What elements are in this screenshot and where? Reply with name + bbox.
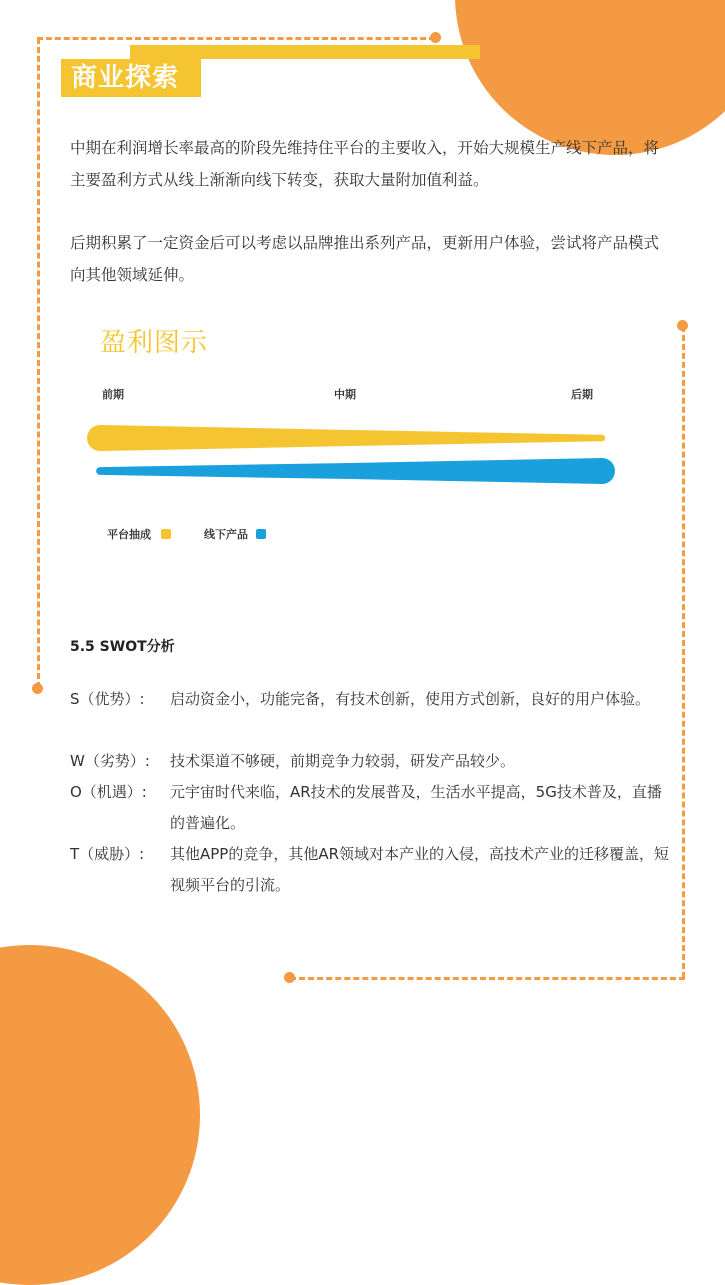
chart-tick-label: 前期 — [102, 388, 124, 401]
chart-tick-label: 后期 — [571, 388, 593, 401]
swot-label: O（机遇）: — [70, 783, 147, 801]
paragraph-middle-stage: 中期在利润增长率最高的阶段先维持住平台的主要收入，开始大规模生产线下产品，将主要盈利方式从线上渐渐向线下转变，获取大量附加值利益。 — [70, 139, 660, 189]
legend-label-offline: 线下产品 — [204, 528, 248, 541]
legend-label-platform: 平台抽成 — [107, 528, 151, 541]
swot-text: 其他APP的竞争，其他AR领域对本产业的入侵，高技术产业的迁移覆盖，短视频平台的引流。 — [170, 845, 670, 894]
chart-tick-label: 中期 — [334, 388, 356, 401]
swot-text: 技术渠道不够硬，前期竞争力较弱，研发产品较少。 — [170, 752, 516, 770]
chart-band-offline — [96, 458, 615, 484]
section-heading-swot: 5.5 SWOT分析 — [70, 639, 175, 655]
swot-label: W（劣势）: — [70, 752, 150, 770]
page-title: 商业探索 — [61, 59, 201, 97]
swot-label: T（威胁）: — [70, 845, 145, 863]
swot-text: 启动资金小，功能完备，有技术创新，使用方式创新，良好的用户体验。 — [170, 690, 651, 708]
swot-text: 元宇宙时代来临，AR技术的发展普及，生活水平提高，5G技术普及，直播的普遍化。 — [170, 783, 662, 832]
chart-band-platform — [87, 425, 605, 451]
swot-label: S（优势）: — [70, 690, 145, 708]
paragraph-late-stage: 后期积累了一定资金后可以考虑以品牌推出系列产品，更新用户体验，尝试将产品模式向其他领域延伸。 — [70, 234, 660, 284]
legend-swatch-platform — [161, 529, 171, 539]
legend-swatch-offline — [256, 529, 266, 539]
chart-title: 盈利图示 — [100, 328, 209, 358]
